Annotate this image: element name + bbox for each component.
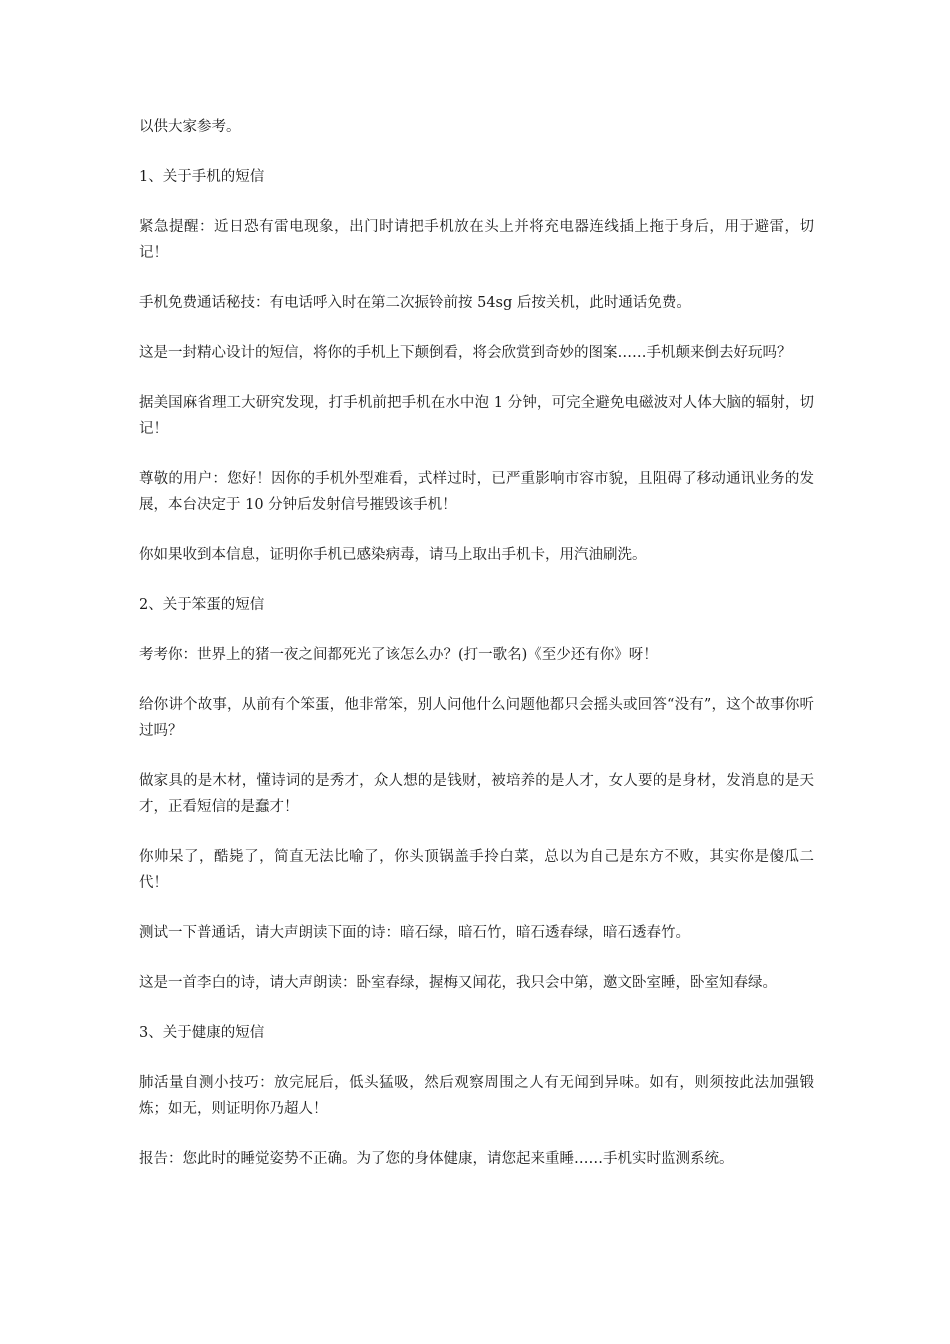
paragraph: 你帅呆了，酷毙了，简直无法比喻了，你头顶锅盖手拎白菜，总以为自己是东方不败，其实你是傻瓜二代！ (139, 849, 814, 891)
paragraph: 据美国麻省理工大研究发现，打手机前把手机在水中泡 1 分钟，可完全避免电磁波对人体大脑的辐射，切记！ (139, 395, 814, 437)
paragraph: 尊敬的用户：您好！因你的手机外型难看，式样过时，已严重影响市容市貌，且阻碍了移动通讯业务的发展，本台决定于 10 分钟后发射信号摧毁该手机！ (139, 471, 814, 513)
paragraph: 手机免费通话秘技：有电话呼入时在第二次振铃前按 54sg 后按关机，此时通话免费。 (139, 295, 691, 311)
document-page (139, 114, 814, 1196)
section-heading: 2、关于笨蛋的短信 (139, 597, 265, 613)
paragraph: 测试一下普通话，请大声朗读下面的诗：暗石绿，暗石竹，暗石透春绿，暗石透春竹。 (139, 925, 690, 941)
paragraph: 给你讲个故事，从前有个笨蛋，他非常笨，别人问他什么问题他都只会摇头或回答“没有”，这个故事你听过吗？ (139, 697, 814, 739)
paragraph: 肺活量自测小技巧：放完屁后，低头猛吸，然后观察周围之人有无闻到异味。如有，则须按此法加强锻炼；如无，则证明你乃超人！ (139, 1075, 814, 1117)
section-heading: 3、关于健康的短信 (139, 1025, 265, 1041)
intro-text: 以供大家参考。 (139, 119, 241, 135)
paragraph: 这是一首李白的诗，请大声朗读：卧室春绿，握梅又闻花，我只会中第，邀文卧室睡，卧室知春绿。 (139, 975, 777, 991)
section-fool (139, 592, 814, 996)
paragraph: 这是一封精心设计的短信，将你的手机上下颠倒看，将会欣赏到奇妙的图案……手机颠来倒去好玩吗？ (139, 345, 792, 361)
paragraph: 紧急提醒：近日恐有雷电现象，出门时请把手机放在头上并将充电器连线插上拖于身后，用于避雷，切记！ (139, 219, 814, 261)
section-health (139, 1020, 814, 1172)
section-heading: 1、关于手机的短信 (139, 169, 265, 185)
paragraph: 做家具的是木材，懂诗词的是秀才，众人想的是钱财，被培养的是人才，女人要的是身材，发消息的是天才，正看短信的是蠢才！ (139, 773, 814, 815)
section-phone (139, 164, 814, 568)
paragraph: 报告：您此时的睡觉姿势不正确。为了您的身体健康，请您起来重睡……手机实时监测系统。 (139, 1151, 734, 1167)
paragraph: 考考你：世界上的猪一夜之间都死光了该怎么办？(打一歌名)《至少还有你》呀！ (139, 647, 658, 663)
paragraph: 你如果收到本信息，证明你手机已感染病毒，请马上取出手机卡，用汽油刷洗。 (139, 547, 647, 563)
